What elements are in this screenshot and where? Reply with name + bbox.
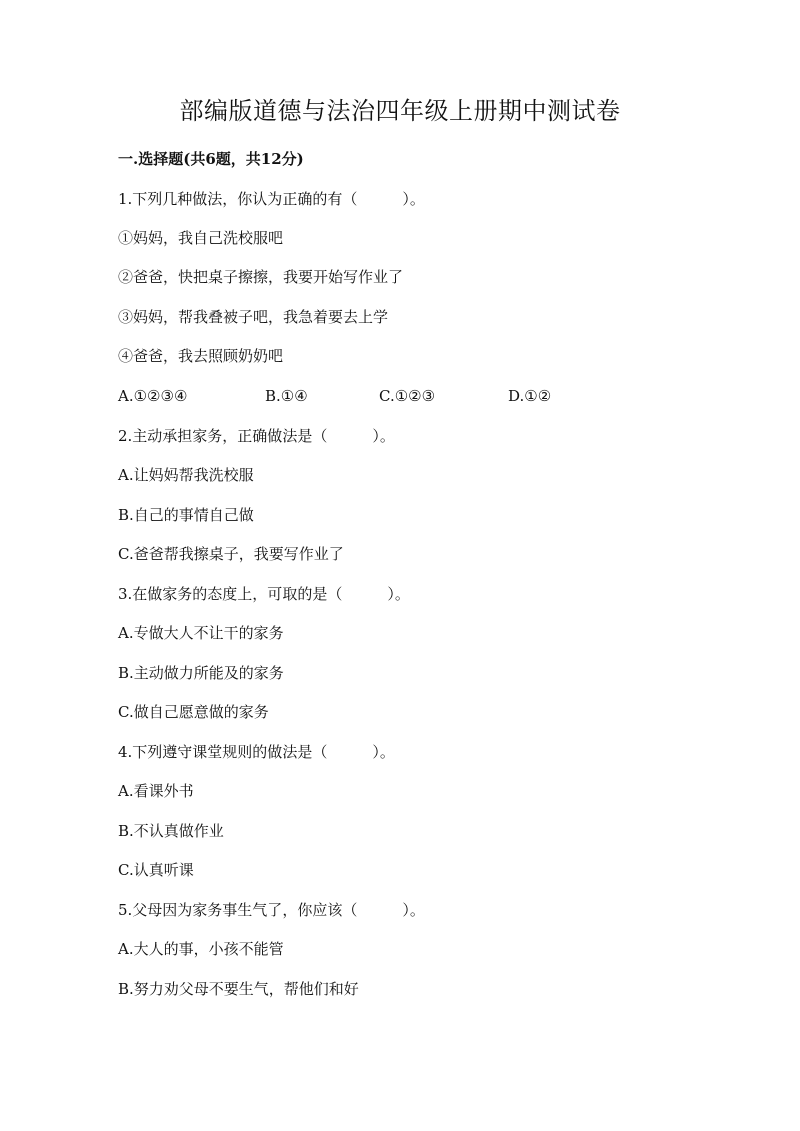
question-1-item-1: ①妈妈，我自己洗校服吧 (118, 229, 284, 247)
question-2-option-c: C.爸爸帮我擦桌子，我要写作业了 (118, 545, 344, 563)
question-3-stem: 3.在做家务的态度上，可取的是（ ）。 (118, 585, 410, 603)
question-5-option-a: A.大人的事，小孩不能管 (118, 940, 284, 958)
question-3-option-a: A.专做大人不让干的家务 (118, 624, 284, 642)
question-1-stem: 1.下列几种做法，你认为正确的有（ ）。 (118, 190, 425, 208)
question-2-option-a: A.让妈妈帮我洗校服 (118, 466, 254, 484)
question-1-option-b: B.①④ (265, 387, 308, 405)
question-1-item-2: ②爸爸，快把桌子擦擦，我要开始写作业了 (118, 268, 404, 286)
question-1-option-a: A.①②③④ (118, 387, 188, 405)
question-2-stem: 2.主动承担家务，正确做法是（ ）。 (118, 427, 395, 445)
question-1-item-3: ③妈妈，帮我叠被子吧，我急着要去上学 (118, 308, 389, 326)
question-4-stem: 4.下列遵守课堂规则的做法是（ ）。 (118, 743, 395, 761)
question-3-option-c: C.做自己愿意做的家务 (118, 703, 269, 721)
question-2-option-b: B.自己的事情自己做 (118, 506, 254, 524)
question-4-option-c: C.认真听课 (118, 861, 194, 879)
question-5-option-b: B.努力劝父母不要生气，帮他们和好 (118, 980, 359, 998)
question-1-item-4: ④爸爸，我去照顾奶奶吧 (118, 347, 284, 365)
question-1-option-c: C.①②③ (379, 387, 436, 405)
question-1-option-d: D.①② (508, 387, 552, 405)
page-title: 部编版道德与法治四年级上册期中测试卷 (179, 97, 621, 125)
question-3-option-b: B.主动做力所能及的家务 (118, 664, 284, 682)
section-heading: 一.选择题(共6题，共12分) (118, 150, 304, 168)
question-5-stem: 5.父母因为家务事生气了，你应该（ ）。 (118, 901, 425, 919)
question-4-option-a: A.看课外书 (118, 782, 194, 800)
question-4-option-b: B.不认真做作业 (118, 822, 224, 840)
